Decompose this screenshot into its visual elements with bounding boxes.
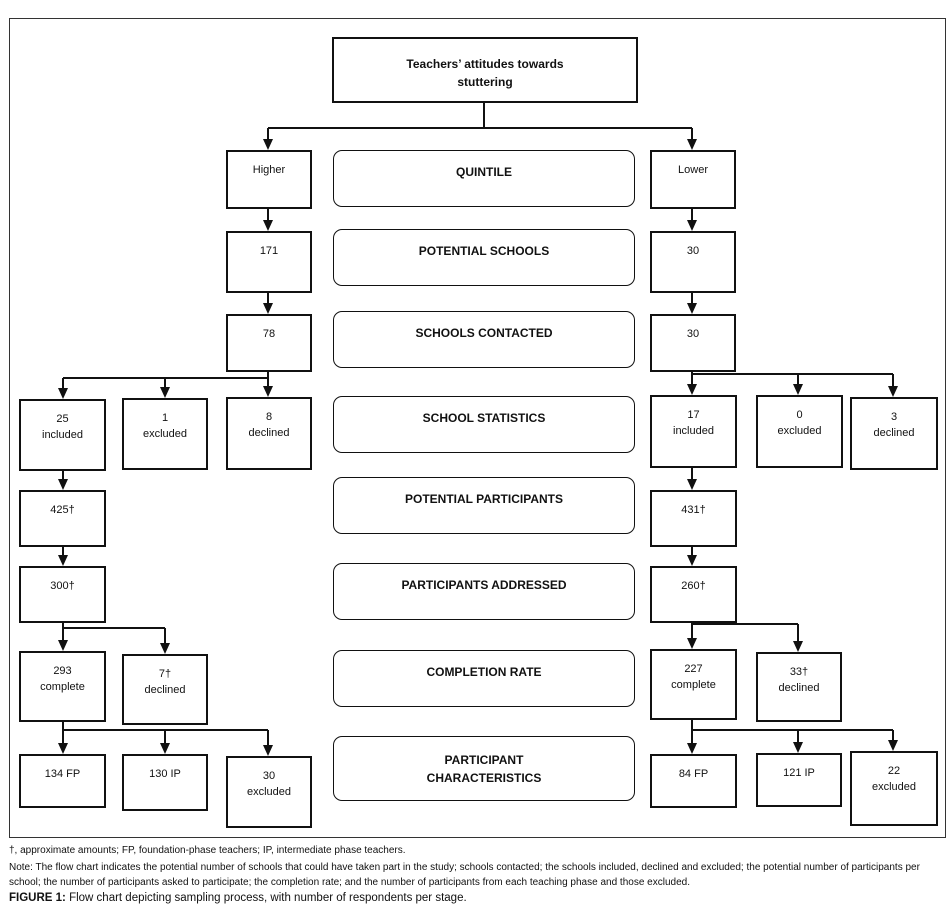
node-text: 25	[56, 413, 69, 425]
lower-characteristic-node	[850, 751, 938, 826]
stage-label	[333, 311, 635, 368]
arrowhead-icon	[263, 139, 273, 150]
node-text: PARTICIPANT	[444, 753, 524, 767]
arrowhead-icon	[687, 139, 697, 150]
higher-characteristic-node	[19, 754, 106, 808]
arrowhead-icon	[58, 555, 68, 566]
arrowhead-icon	[687, 479, 697, 490]
higher-school-stat-node	[19, 399, 106, 471]
lower-characteristic-node	[756, 753, 842, 807]
node-text: excluded	[871, 781, 917, 793]
lower-potential-schools-node: 30	[650, 231, 736, 293]
node-text: CHARACTERISTICS	[426, 771, 542, 785]
higher-potential-participants-node: 425†	[19, 490, 106, 547]
higher-schools-contacted-node: 78	[226, 314, 312, 372]
arrowhead-icon	[160, 743, 170, 754]
node-text: declined	[248, 427, 290, 439]
caption-text: Flow chart depicting sampling process, with number of respondents per stage.	[65, 892, 467, 904]
caption-label: FIGURE 1:	[9, 892, 66, 904]
node-text: declined	[144, 684, 186, 696]
node-text: included	[42, 429, 83, 441]
node-text: complete	[671, 679, 716, 691]
lower-participants-addressed-node: 260†	[650, 566, 737, 623]
node-text: 17	[687, 409, 700, 421]
stage-label	[333, 736, 635, 801]
arrowhead-icon	[888, 740, 898, 751]
node-text: declined	[873, 427, 915, 439]
node-text: 22	[887, 765, 901, 777]
higher-school-stat-node	[122, 398, 208, 470]
root-node	[332, 37, 638, 103]
node-text: SCHOOL STATISTICS	[422, 411, 546, 425]
node-text: POTENTIAL SCHOOLS	[418, 244, 550, 258]
lower-school-stat-node	[650, 395, 737, 468]
arrowhead-icon	[793, 384, 803, 395]
lower-school-stat-node	[756, 395, 843, 468]
arrowhead-icon	[687, 743, 697, 754]
node-text: POTENTIAL PARTICIPANTS	[404, 492, 563, 506]
arrowhead-icon	[263, 386, 273, 397]
arrowhead-icon	[58, 388, 68, 399]
arrowhead-icon	[793, 641, 803, 652]
arrowhead-icon	[58, 743, 68, 754]
node-text: 84 FP	[678, 768, 709, 780]
node-text: 8	[265, 411, 273, 423]
arrowhead-icon	[888, 386, 898, 397]
arrowhead-icon	[58, 479, 68, 490]
stage-label	[333, 396, 635, 453]
stage-label	[333, 150, 635, 207]
node-text: complete	[40, 681, 85, 693]
higher-school-stat-node	[226, 397, 312, 470]
note: Note: The flow chart indicates the potential number of schools that could have taken part in the study; schools contacted; the schools included, declined and excluded; the potential number of participants per school; the number of participants asked to participate; the completion rate; and the number of participants from each teaching phase and those excluded.	[9, 862, 920, 888]
node-text: 0	[796, 409, 803, 421]
lower-school-stat-node	[850, 397, 938, 470]
lower-schools-contacted-node: 30	[650, 314, 736, 372]
node-text: 30	[262, 770, 276, 782]
arrowhead-icon	[687, 220, 697, 231]
arrowhead-icon	[687, 303, 697, 314]
node-text: COMPLETION RATE	[426, 665, 542, 679]
node-text: declined	[778, 682, 820, 694]
node-text: excluded	[142, 428, 188, 440]
higher-characteristic-node	[226, 756, 312, 828]
node-text: 227	[684, 663, 703, 675]
higher-completion-node	[19, 651, 106, 722]
node-text: 1	[161, 412, 169, 424]
title-line: stuttering	[457, 75, 513, 89]
node-text: 134 FP	[44, 768, 81, 780]
arrowhead-icon	[160, 643, 170, 654]
higher-completion-node	[122, 654, 208, 725]
higher-potential-schools-node: 171	[226, 231, 312, 293]
higher-characteristic-node	[122, 754, 208, 811]
node-text: 3	[890, 411, 898, 423]
node-text: 33†	[789, 666, 809, 678]
higher-quintile-node: Higher	[226, 150, 312, 209]
lower-completion-node	[756, 652, 842, 722]
node-text: 121 IP	[783, 767, 815, 779]
lower-characteristic-node	[650, 754, 737, 808]
node-text: excluded	[246, 786, 292, 798]
node-text: QUINTILE	[456, 165, 512, 179]
lower-potential-participants-node: 431†	[650, 490, 737, 547]
higher-participants-addressed-node: 300†	[19, 566, 106, 623]
arrowhead-icon	[58, 640, 68, 651]
arrowhead-icon	[793, 742, 803, 753]
stage-label	[333, 477, 635, 534]
node-text: excluded	[777, 425, 822, 437]
lower-completion-node	[650, 649, 737, 720]
node-text: SCHOOLS CONTACTED	[415, 326, 553, 340]
node-text: 7†	[158, 668, 172, 680]
stage-label	[333, 563, 635, 620]
arrowhead-icon	[687, 638, 697, 649]
arrowhead-icon	[263, 303, 273, 314]
node-text: PARTICIPANTS ADDRESSED	[401, 578, 567, 592]
arrowhead-icon	[263, 220, 273, 231]
lower-quintile-node: Lower	[650, 150, 736, 209]
figure-caption	[9, 892, 467, 904]
footnote: †, approximate amounts; FP, foundation-phase teachers; IP, intermediate phase teachers.	[9, 845, 406, 856]
node-text: 293	[53, 665, 72, 677]
stage-label	[333, 650, 635, 707]
arrowhead-icon	[687, 555, 697, 566]
arrowhead-icon	[263, 745, 273, 756]
arrowhead-icon	[160, 387, 170, 398]
arrowhead-icon	[687, 384, 697, 395]
node-text: 130 IP	[149, 768, 181, 780]
stage-label	[333, 229, 635, 286]
node-text: included	[673, 425, 714, 437]
title-line: Teachers’ attitudes towards	[406, 57, 564, 71]
